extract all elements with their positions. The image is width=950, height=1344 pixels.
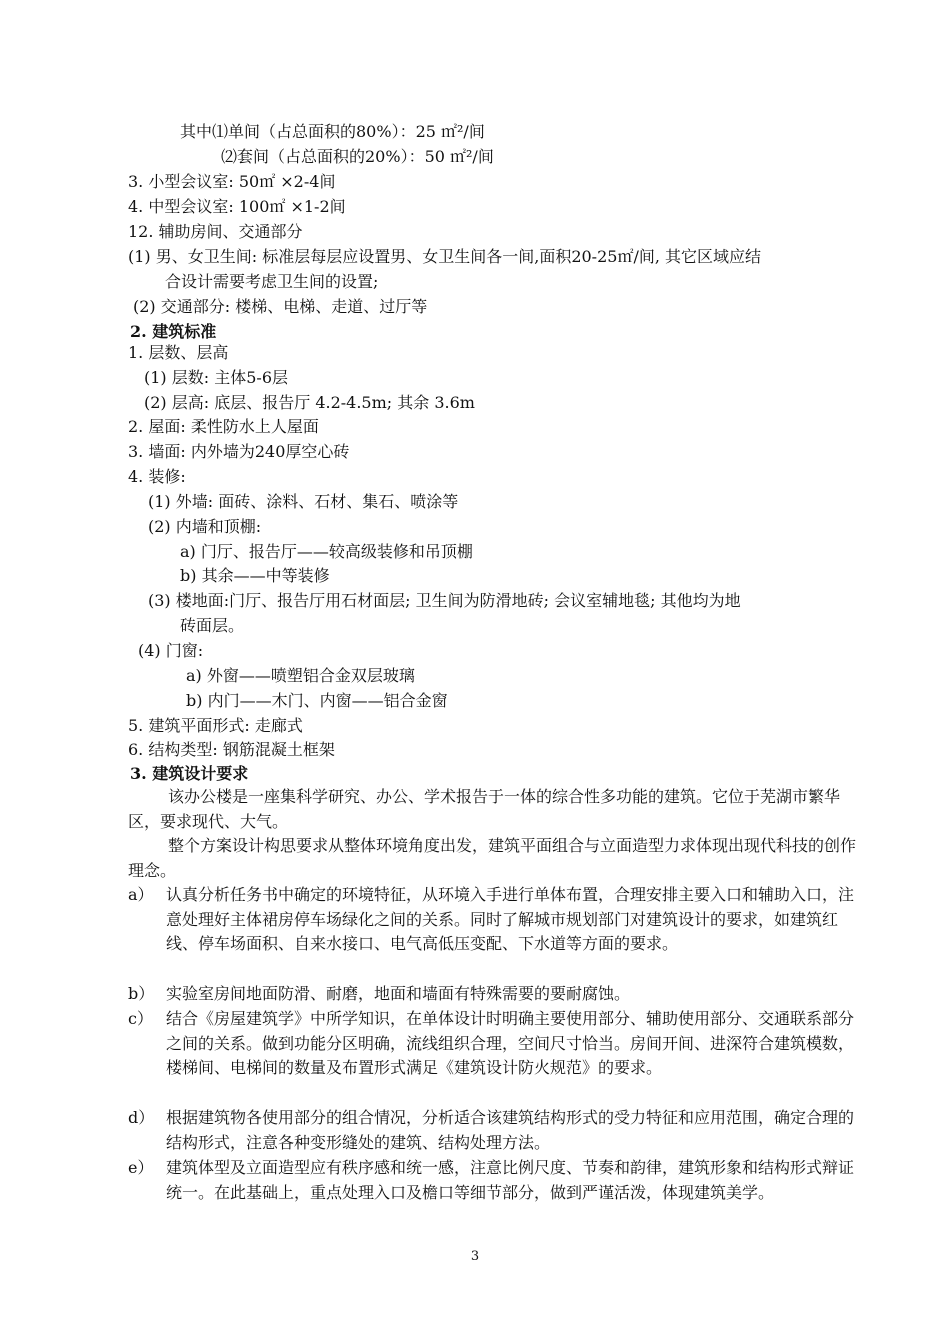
text-line: 5. 建筑平面形式: 走廊式 [128, 716, 303, 735]
text-line: (1) 外墙: 面砖、涂料、石材、集石、喷涂等 [148, 492, 459, 511]
text-line: 3. 墙面: 内外墙为240厚空心砖 [128, 442, 350, 461]
paragraph: 该办公楼是一座集科学研究、办公、学术报告于一体的综合性多功能的建筑。它位于芜湖市繁华区，要求现代、大气。 [128, 787, 841, 831]
text-line: (2) 层高: 底层、报告厅 4.2-4.5m; 其余 3.6m [144, 393, 475, 412]
list-item-label: a） [128, 885, 154, 904]
text-line: a) 外窗——喷塑铝合金双层玻璃 [186, 666, 415, 685]
list-item: 实验室房间地面防滑、耐磨，地面和墙面有特殊需要的要耐腐蚀。 [166, 984, 631, 1003]
section-heading: 3. 建筑设计要求 [130, 764, 249, 783]
paragraph: 整个方案设计构思要求从整体环境角度出发，建筑平面组合与立面造型力求体现出现代科技的创作理念。 [128, 836, 857, 880]
text-line: 1. 层数、层高 [128, 343, 229, 362]
list-item: 结合《房屋建筑学》中所学知识，在单体设计时明确主要使用部分、辅助使用部分、交通联系部分之间的关系。做到功能分区明确，流线组织合理，空间尺寸恰当。房间开间、进深符合建筑模数，楼梯间、电梯间的数量及布置形式满足《建筑设计防火规范》的要求。 [166, 1009, 855, 1077]
text-line: (1) 层数: 主体5-6层 [144, 368, 288, 387]
list-item-label: b） [128, 984, 155, 1003]
text-line: 6. 结构类型: 钢筋混凝土框架 [128, 740, 335, 759]
list-item-label: c） [128, 1009, 153, 1028]
text-line: 12. 辅助房间、交通部分 [128, 222, 303, 241]
text-line: (4) 门窗: [138, 641, 204, 660]
text-line: a) 门厅、报告厅——较高级装修和吊顶棚 [180, 542, 473, 561]
list-item: 建筑体型及立面造型应有秩序感和统一感，注意比例尺度、节奏和韵律，建筑形象和结构形式辩证统一。在此基础上，重点处理入口及檐口等细节部分，做到严谨活泼，体现建筑美学。 [166, 1158, 855, 1202]
list-item-label: e） [128, 1158, 154, 1177]
text-line: 4. 中型会议室: 100㎡ ×1-2间 [128, 197, 346, 216]
list-item-label: d） [128, 1108, 155, 1127]
text-line: b) 内门——木门、内窗——铝合金窗 [186, 691, 448, 710]
text-line: 合设计需要考虑卫生间的设置; [165, 272, 379, 291]
text-line: (2) 交通部分: 楼梯、电梯、走道、过厅等 [133, 297, 428, 316]
text-line: b) 其余——中等装修 [180, 566, 330, 585]
text-line: 4. 装修: [128, 467, 186, 486]
section-heading: 2. 建筑标准 [130, 322, 217, 341]
text-line: 砖面层。 [180, 616, 245, 635]
page-number: 3 [470, 1249, 480, 1264]
text-line: (1) 男、女卫生间: 标准层每层应设置男、女卫生间各一间,面积20-25㎡/间, 其它区域应结 [128, 247, 762, 266]
text-line: (2) 内墙和顶棚: [148, 517, 262, 536]
text-line: ⑵套间（占总面积的20%）：50 ㎡²/间 [221, 147, 494, 166]
text-line: 2. 屋面: 柔性防水上人屋面 [128, 417, 319, 436]
text-line: (3) 楼地面:门厅、报告厅用石材面层; 卫生间为防滑地砖; 会议室辅地毯; 其他均为地 [148, 591, 741, 610]
list-item: 认真分析任务书中确定的环境特征，从环境入手进行单体布置，合理安排主要入口和辅助入口，注意处理好主体裙房停车场绿化之间的关系。同时了解城市规划部门对建筑设计的要求，如建筑红线、停车场面积、自来水接口、电气高低压变配、下水道等方面的要求。 [166, 885, 855, 953]
text-line: 其中⑴单间（占总面积的80%）：25 ㎡²/间 [180, 122, 485, 141]
text-line: 3. 小型会议室: 50㎡ ×2-4间 [128, 172, 336, 191]
list-item: 根据建筑物各使用部分的组合情况，分析适合该建筑结构形式的受力特征和应用范围，确定合理的结构形式，注意各种变形缝处的建筑、结构处理方法。 [166, 1108, 855, 1152]
